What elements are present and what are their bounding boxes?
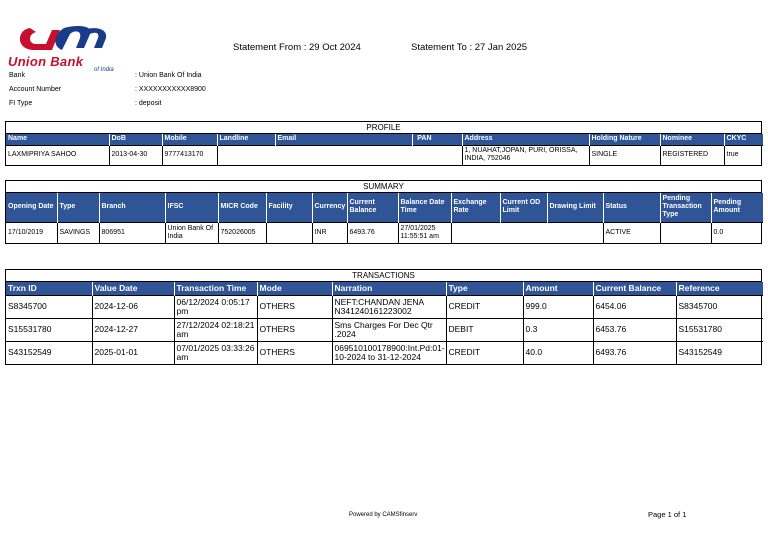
profile-cell [275, 145, 412, 165]
profile-header: CKYC [724, 134, 763, 145]
profile-cell: LAXMIPRIYA SAHOO [6, 145, 109, 165]
transaction-cell: S8345700 [6, 295, 92, 318]
statement-to: Statement To : 27 Jan 2025 [411, 42, 528, 53]
transaction-cell: NEFT:CHANDAN JENA N341240161223002 [332, 295, 446, 318]
transactions-header: Transaction Time [174, 282, 257, 295]
profile-cell: REGISTERED [660, 145, 724, 165]
transaction-cell: OTHERS [257, 318, 332, 341]
info-value-bank: : Union Bank Of India [135, 72, 202, 79]
summary-header: Balance Date Time [398, 193, 451, 222]
transaction-cell: S43152549 [676, 341, 763, 364]
summary-header: Facility [266, 193, 312, 222]
statement-from: Statement From : 29 Oct 2024 [233, 42, 361, 53]
powered-by-footer: Powered by CAMSfinserv [349, 512, 418, 518]
profile-table [6, 134, 763, 165]
transaction-cell: 2024-12-27 [92, 318, 174, 341]
page-number: Page 1 of 1 [648, 510, 687, 519]
profile-section [5, 121, 762, 166]
transactions-header: Narration [332, 282, 446, 295]
summary-cell: 6493.76 [347, 222, 398, 243]
transaction-cell: CREDIT [446, 295, 523, 318]
summary-header: Currency [312, 193, 347, 222]
profile-header: Name [6, 134, 109, 145]
transaction-cell: 6454.06 [593, 295, 676, 318]
profile-row [6, 145, 763, 165]
info-value-account: : XXXXXXXXXXX8900 [135, 86, 206, 93]
transaction-cell: DEBIT [446, 318, 523, 341]
transaction-cell: OTHERS [257, 341, 332, 364]
transaction-cell: 2025-01-01 [92, 341, 174, 364]
profile-header: DoB [109, 134, 162, 145]
profile-header: Landline [217, 134, 275, 145]
profile-header: Email [275, 134, 412, 145]
transaction-cell: CREDIT [446, 341, 523, 364]
summary-header: IFSC [165, 193, 218, 222]
transaction-cell: 07/01/2025 03:33:26 am [174, 341, 257, 364]
summary-header: Exchange Rate [451, 193, 500, 222]
transaction-cell: S43152549 [6, 341, 92, 364]
summary-row [6, 222, 763, 243]
summary-header: Pending Transaction Type [660, 193, 711, 222]
info-value-fi-type: : deposit [135, 100, 162, 107]
profile-cell [412, 145, 462, 165]
summary-header: Pending Amount [711, 193, 763, 222]
summary-cell [266, 222, 312, 243]
summary-header: Status [603, 193, 660, 222]
transactions-section [5, 269, 762, 365]
transactions-header: Trxn ID [6, 282, 92, 295]
summary-cell: 17/10/2019 [6, 222, 57, 243]
summary-header: Branch [99, 193, 165, 222]
transactions-header: Amount [523, 282, 593, 295]
profile-cell: 9777413170 [162, 145, 217, 165]
info-label-bank: Bank [9, 72, 25, 79]
summary-header: Current OD Limit [500, 193, 547, 222]
logo-text: Union Bank [8, 54, 84, 69]
transaction-cell: S15531780 [6, 318, 92, 341]
summary-header: MICR Code [218, 193, 266, 222]
profile-title: PROFILE [6, 122, 761, 134]
transaction-cell: 6453.76 [593, 318, 676, 341]
summary-cell [660, 222, 711, 243]
transactions-header: Reference [676, 282, 763, 295]
profile-cell [217, 145, 275, 165]
transactions-title: TRANSACTIONS [6, 270, 761, 282]
summary-header: Opening Date [6, 193, 57, 222]
transactions-header-row [6, 282, 763, 295]
summary-header-row [6, 193, 763, 222]
transaction-cell: 0.3 [523, 318, 593, 341]
summary-header: Drawing Limit [547, 193, 603, 222]
transaction-cell: S15531780 [676, 318, 763, 341]
transaction-cell: 40.0 [523, 341, 593, 364]
summary-cell: ACTIVE [603, 222, 660, 243]
summary-header: Type [57, 193, 99, 222]
transaction-cell: 27/12/2024 02:18:21 am [174, 318, 257, 341]
transaction-row [6, 341, 763, 364]
transaction-cell: 2024-12-06 [92, 295, 174, 318]
transaction-row [6, 318, 763, 341]
summary-cell: 806951 [99, 222, 165, 243]
profile-header: Address [462, 134, 589, 145]
info-label-fi-type: FI Type [9, 100, 33, 107]
transactions-header: Mode [257, 282, 332, 295]
transaction-cell: S8345700 [676, 295, 763, 318]
profile-header: PAN [412, 134, 462, 145]
summary-section [5, 180, 762, 244]
summary-cell [451, 222, 500, 243]
transaction-cell: Sms Charges For Dec Qtr .2024 [332, 318, 446, 341]
profile-header: Holding Nature [589, 134, 660, 145]
summary-cell [547, 222, 603, 243]
info-label-account: Account Number [9, 86, 62, 93]
transactions-header: Current Balance [593, 282, 676, 295]
summary-table [6, 193, 763, 243]
profile-header: Mobile [162, 134, 217, 145]
summary-cell: 0.0 [711, 222, 763, 243]
summary-cell: Union Bank Of India [165, 222, 218, 243]
transactions-table [6, 282, 763, 364]
transaction-row [6, 295, 763, 318]
summary-cell [500, 222, 547, 243]
transaction-cell: OTHERS [257, 295, 332, 318]
profile-cell: 2013-04-30 [109, 145, 162, 165]
union-bank-logo [8, 24, 136, 74]
summary-cell: SAVINGS [57, 222, 99, 243]
profile-header-row [6, 134, 763, 145]
summary-cell: INR [312, 222, 347, 243]
profile-cell: true [724, 145, 763, 165]
summary-cell: 27/01/2025 11:55:51 am [398, 222, 451, 243]
logo-mark-icon [8, 24, 112, 54]
profile-cell: 1, NUAHAT,JOPAN, PURI, ORISSA, INDIA, 752046 [462, 145, 589, 165]
transaction-cell: 069510100178900:Int.Pd:01-10-2024 to 31-12-2024 [332, 341, 446, 364]
profile-header: Nominee [660, 134, 724, 145]
transaction-cell: 6493.76 [593, 341, 676, 364]
summary-header: Current Balance [347, 193, 398, 222]
logo-subtext: of India [94, 67, 114, 73]
summary-title: SUMMARY [6, 181, 761, 193]
transaction-cell: 06/12/2024 0:05:17 pm [174, 295, 257, 318]
summary-cell: 752026005 [218, 222, 266, 243]
profile-cell: SINGLE [589, 145, 660, 165]
transaction-cell: 999.0 [523, 295, 593, 318]
transactions-header: Type [446, 282, 523, 295]
transactions-header: Value Date [92, 282, 174, 295]
